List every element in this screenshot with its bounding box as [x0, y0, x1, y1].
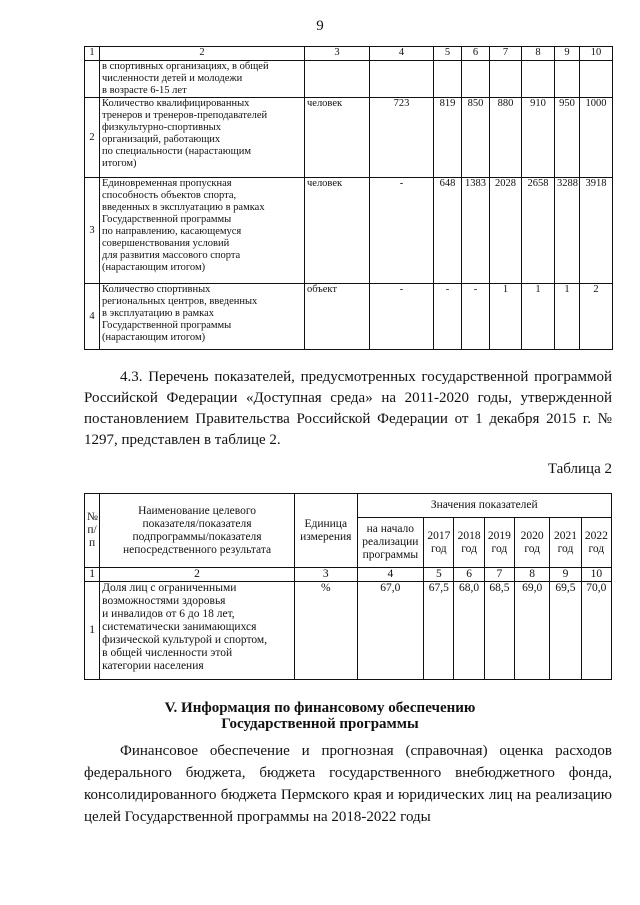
table2-col-index: 4	[357, 568, 424, 582]
table1-col-index: 9	[555, 47, 580, 61]
value-cell: -	[462, 284, 490, 350]
value-cell: 2658	[522, 178, 555, 284]
table2-col-index: 3	[294, 568, 357, 582]
table2-col-index: 7	[484, 568, 514, 582]
unit: человек	[305, 178, 370, 284]
table2-col-index: 10	[581, 568, 611, 582]
value-cell: 1383	[462, 178, 490, 284]
indicator-name: Количество квалифицированных тренеров и тренеров-преподавателей физкультурно-спортивных организаций, работающих по специальности (нарастающим итогом)	[100, 98, 305, 178]
paragraph-financing: Финансовое обеспечение и прогнозная (справочная) оценка расходов федерального бюджета, бюджета государственного внебюджетного фонда, консолидированного бюджета Пермского края и юридических лиц на реализацию целей Государственной программы на 2018-2022 годы	[84, 743, 612, 825]
col-name-header: Наименование целевого показателя/показателя подпрограммы/показателя непосредственного результата	[100, 494, 295, 568]
table2-col-index: 5	[424, 568, 454, 582]
table1-col-index: 7	[490, 47, 522, 61]
indicator-name: Количество спортивных региональных центров, введенных в эксплуатацию в рамках Государственной программы (нарастающим итогом)	[100, 284, 305, 350]
year-header: 2020 год	[515, 518, 550, 568]
table-row	[85, 284, 613, 350]
table1-col-index: 8	[522, 47, 555, 61]
paragraph-4-3: 4.3. Перечень показателей, предусмотренных государственной программой Российской Федерации «Доступная среда» на 2011-2020 годы, утвержденной постановлением Правительства Российской Федерации от 1 декабря 2015 г. № 1297, представлен в таблице 2.	[84, 369, 612, 448]
value-cell: 1000	[580, 98, 613, 178]
value-cell: 880	[490, 98, 522, 178]
value-cell: 70,0	[581, 582, 611, 680]
table1-header-row	[85, 47, 613, 61]
table1-col-index: 1	[85, 47, 100, 61]
unit: человек	[305, 98, 370, 178]
year-header: 2019 год	[484, 518, 514, 568]
table2-caption: Таблица 2	[547, 461, 612, 477]
value-cell: 1	[555, 284, 580, 350]
table2-col-index: 8	[515, 568, 550, 582]
unit: %	[294, 582, 357, 680]
value-cell: 3288	[555, 178, 580, 284]
col-unit-header: Единица измерения	[294, 494, 357, 568]
year-header: 2022 год	[581, 518, 611, 568]
table1-col-index: 3	[305, 47, 370, 61]
table1-col-index: 5	[434, 47, 462, 61]
value-cell: 1	[522, 284, 555, 350]
base-value: -	[370, 284, 434, 350]
base-value: -	[370, 178, 434, 284]
unit: объект	[305, 284, 370, 350]
table1-col-index: 10	[580, 47, 613, 61]
value-cell: 910	[522, 98, 555, 178]
table2-index-row	[85, 568, 612, 582]
table1-col-index: 2	[100, 47, 305, 61]
year-header: 2017 год	[424, 518, 454, 568]
year-header: 2018 год	[454, 518, 484, 568]
value-cell: 69,0	[515, 582, 550, 680]
table2-col-index: 6	[454, 568, 484, 582]
table-row	[85, 582, 612, 680]
indicator-name: Доля лиц с ограниченными возможностями здоровья и инвалидов от 6 до 18 лет, систематически занимающихся физической культурой и спортом, в общей численности этой категории населения	[100, 582, 295, 680]
row-number: 3	[85, 178, 100, 284]
table-row	[85, 61, 613, 98]
value-cell: 68,0	[454, 582, 484, 680]
value-cell: 819	[434, 98, 462, 178]
value-cell: 648	[434, 178, 462, 284]
year-header: 2021 год	[550, 518, 581, 568]
value-cell: 3918	[580, 178, 613, 284]
table-row	[85, 98, 613, 178]
value-cell: -	[434, 284, 462, 350]
col-number-header: № п/п	[85, 494, 100, 568]
col-base-header: на начало реализации программы	[357, 518, 424, 568]
indicator-name: Единовременная пропускная способность объектов спорта, введенных в эксплуатацию в рамках Государственной программы по направлению, касающемуся совершенствования условий для развития массового спорта (нарастающим итогом)	[100, 178, 305, 284]
value-cell: 69,5	[550, 582, 581, 680]
table2-header-row	[85, 494, 612, 518]
indicators-table-2	[84, 493, 612, 680]
values-header: Значения показателей	[357, 494, 611, 518]
table1-col-index: 4	[370, 47, 434, 61]
value-cell: 67,5	[424, 582, 454, 680]
value-cell: 2028	[490, 178, 522, 284]
value-cell: 1	[490, 284, 522, 350]
value-cell: 2	[580, 284, 613, 350]
indicators-table-continued	[84, 46, 613, 350]
row-number: 4	[85, 284, 100, 350]
table1-col-index: 6	[462, 47, 490, 61]
table-row	[85, 178, 613, 284]
table2-col-index: 1	[85, 568, 100, 582]
table2-col-index: 9	[550, 568, 581, 582]
indicator-name: в спортивных организациях, в общей численности детей и молодежи в возрасте 6-15 лет	[100, 61, 305, 98]
base-value: 67,0	[357, 582, 424, 680]
row-number: 1	[85, 582, 100, 680]
value-cell: 68,5	[484, 582, 514, 680]
table2-col-index: 2	[100, 568, 295, 582]
row-number: 2	[85, 98, 100, 178]
page-number: 9	[316, 18, 324, 34]
section-title: V. Информация по финансовому обеспечению Государственной программы	[164, 700, 476, 732]
value-cell: 850	[462, 98, 490, 178]
base-value: 723	[370, 98, 434, 178]
value-cell: 950	[555, 98, 580, 178]
